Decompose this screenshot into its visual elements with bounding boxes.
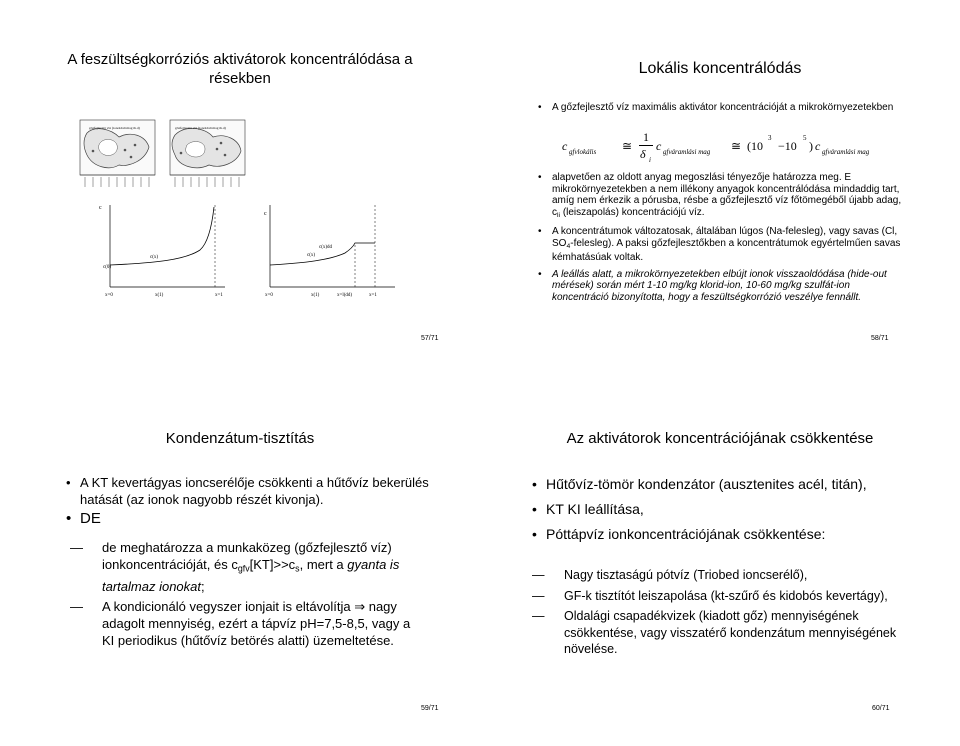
fig-label-cdd: c xyxy=(264,211,267,217)
fig-label-x1-right: x=1 xyxy=(369,293,377,298)
list-item: • Póttápvíz ionkoncentrációjának csökkentése: xyxy=(530,525,910,544)
concentration-formula xyxy=(562,130,902,170)
list-item: • alapvetően az oldott anyag megoszlási tényezője határozza meg. E mikrokörnyezetekben a nem illékony anyagok koncentrálódása mindaddig tart, amíg nem érkezik a pórusba, résbe a gőzfejlesztő víz főtömegéből újabb adag, $c_{li}$ (leiszapolás) koncentrációjú víz. xyxy=(536,172,906,221)
formula-lhs-sub: gfvlokális xyxy=(569,148,597,156)
fig-label-right-top: gőzfejlesztő víz (ionoldali mag th.d) xyxy=(175,126,226,130)
fig-label-x1-left: x=1 xyxy=(215,293,223,298)
fig-label-c: c xyxy=(99,205,102,211)
list-item: — Oldalági csapadékvizek (kiadott gőz) mennyiségének csökkentése, vagy visszatérő kondenzátum mennyiségének növelése. xyxy=(532,608,902,658)
list-item: • DE xyxy=(64,510,434,527)
fig-label-cx-right: c(x) xyxy=(307,253,316,258)
list-item: • KT KI leállítása, xyxy=(530,500,910,519)
fig-label-xl-left: x(1) xyxy=(155,293,164,298)
fraction-bar xyxy=(639,145,653,146)
list-item: • A gőzfejlesztő víz maximális aktivátor koncentrációját a mikrokörnyezetekben xyxy=(536,102,906,114)
fig-label-x0-left: x=0 xyxy=(105,293,113,298)
formula-c-rhs: c xyxy=(815,139,821,153)
formula-c-mid: c xyxy=(656,139,662,153)
crevice-concentration-figure xyxy=(75,115,405,300)
formula-delta: δ xyxy=(640,147,646,161)
bullet-list xyxy=(536,172,906,303)
bullet-list xyxy=(64,474,434,527)
sub-list xyxy=(70,539,422,649)
slide-title: A feszültségkorróziós aktivátorok koncentrálódása a résekben xyxy=(67,51,413,87)
list-item: — GF-k tisztítót leiszapolása (kt-szűrő és kidobós kevertágy), xyxy=(532,588,902,605)
bullet-list xyxy=(536,102,906,114)
list-item: • A koncentrátumok változatosak, általában lúgos (Na-felesleg), vagy savas (Cl, $SO_4-felesleg$). A paksi gőzfejlesztőkben a koncentrátumok egyértelműen savas kémhatásúak voltak. xyxy=(536,226,906,264)
fig-label-x0-right: x=0 xyxy=(265,293,273,298)
page-number: 59/71 xyxy=(421,705,439,712)
formula-approx-1: ≅ xyxy=(622,139,633,153)
list-item: — de meghatározza a munkaközeg (gőzfejlesztő víz) ionkoncentrációját, és $c_{gfv}[KT]>>c_s$, mert a gyanta is tartalmaz ionokat; xyxy=(70,539,422,595)
bullet-list xyxy=(530,475,910,544)
formula-delta-sub: i xyxy=(649,156,651,164)
slide-58 xyxy=(480,0,960,373)
sub-list xyxy=(532,567,902,658)
fig-label-cx-left: c(x) xyxy=(150,255,159,260)
page-number: 58/71 xyxy=(871,335,889,342)
list-item: • A KT kevertágyas ioncserélője csökkenti a hűtővíz bekerülés hatását (az ionok nagyobb részét kivonja). xyxy=(64,474,434,508)
slide-title: Az aktivátorok koncentrációjának csökkentése xyxy=(566,430,874,447)
formula-dash: −10 xyxy=(778,139,797,153)
slide-title: Lokális koncentrálódás xyxy=(638,60,802,77)
list-item: • A leállás alatt, a mikrokörnyezetekben elbújt ionok visszaoldódása (hide-out mérések) során mért 1-10 mg/kg klorid-ion, 10-60 mg/kg szulfát-ion koncentráció bizonyította, hogy a feszültségkorrózió veszélye fennállt. xyxy=(536,269,906,304)
slide-60 xyxy=(480,373,960,746)
formula-mid-sub: gfváramlási mag xyxy=(663,148,711,156)
formula-one: 1 xyxy=(643,130,649,144)
formula-exp-b: 5 xyxy=(803,134,807,142)
formula-range-a: (10 xyxy=(747,139,763,153)
formula-exp-a: 3 xyxy=(768,134,772,142)
slide-59 xyxy=(0,373,480,746)
formula-approx-2: ≅ xyxy=(731,139,742,153)
fig-label-xdd: x=l(dd) xyxy=(337,293,353,298)
page-number: 57/71 xyxy=(421,335,439,342)
formula-close: ) xyxy=(809,139,813,153)
list-item: — A kondicionáló vegyszer ionjait is eltávolítja ⇒ nagy adagolt mennyiség, ezért a tápvíz pH=7,5-8,5, vagy a KI periodikus (hűtővíz betörés alatti) üzemeltetése. xyxy=(70,598,422,649)
formula-rhs-sub: gfváramlási mag xyxy=(822,148,870,156)
fig-label-c0: c(0) xyxy=(103,265,112,270)
formula-c-lhs: c xyxy=(562,139,568,153)
fig-label-xl-right: x(1) xyxy=(311,293,320,298)
arrow-icon: ⇒ xyxy=(354,598,366,614)
fig-label-cxidd: c(x)dd xyxy=(319,245,333,250)
list-item: — Nagy tisztaságú pótvíz (Triobed ioncserélő), xyxy=(532,567,902,584)
slide-title: Kondenzátum-tisztítás xyxy=(165,430,315,447)
fig-label-left-top: gőzfejlesztő víz (ionoldali mag th.d) xyxy=(89,126,140,130)
list-item: • Hűtővíz-tömör kondenzátor (ausztenites acél, titán), xyxy=(530,475,910,494)
slide-57 xyxy=(0,0,480,373)
page-number: 60/71 xyxy=(872,705,890,712)
